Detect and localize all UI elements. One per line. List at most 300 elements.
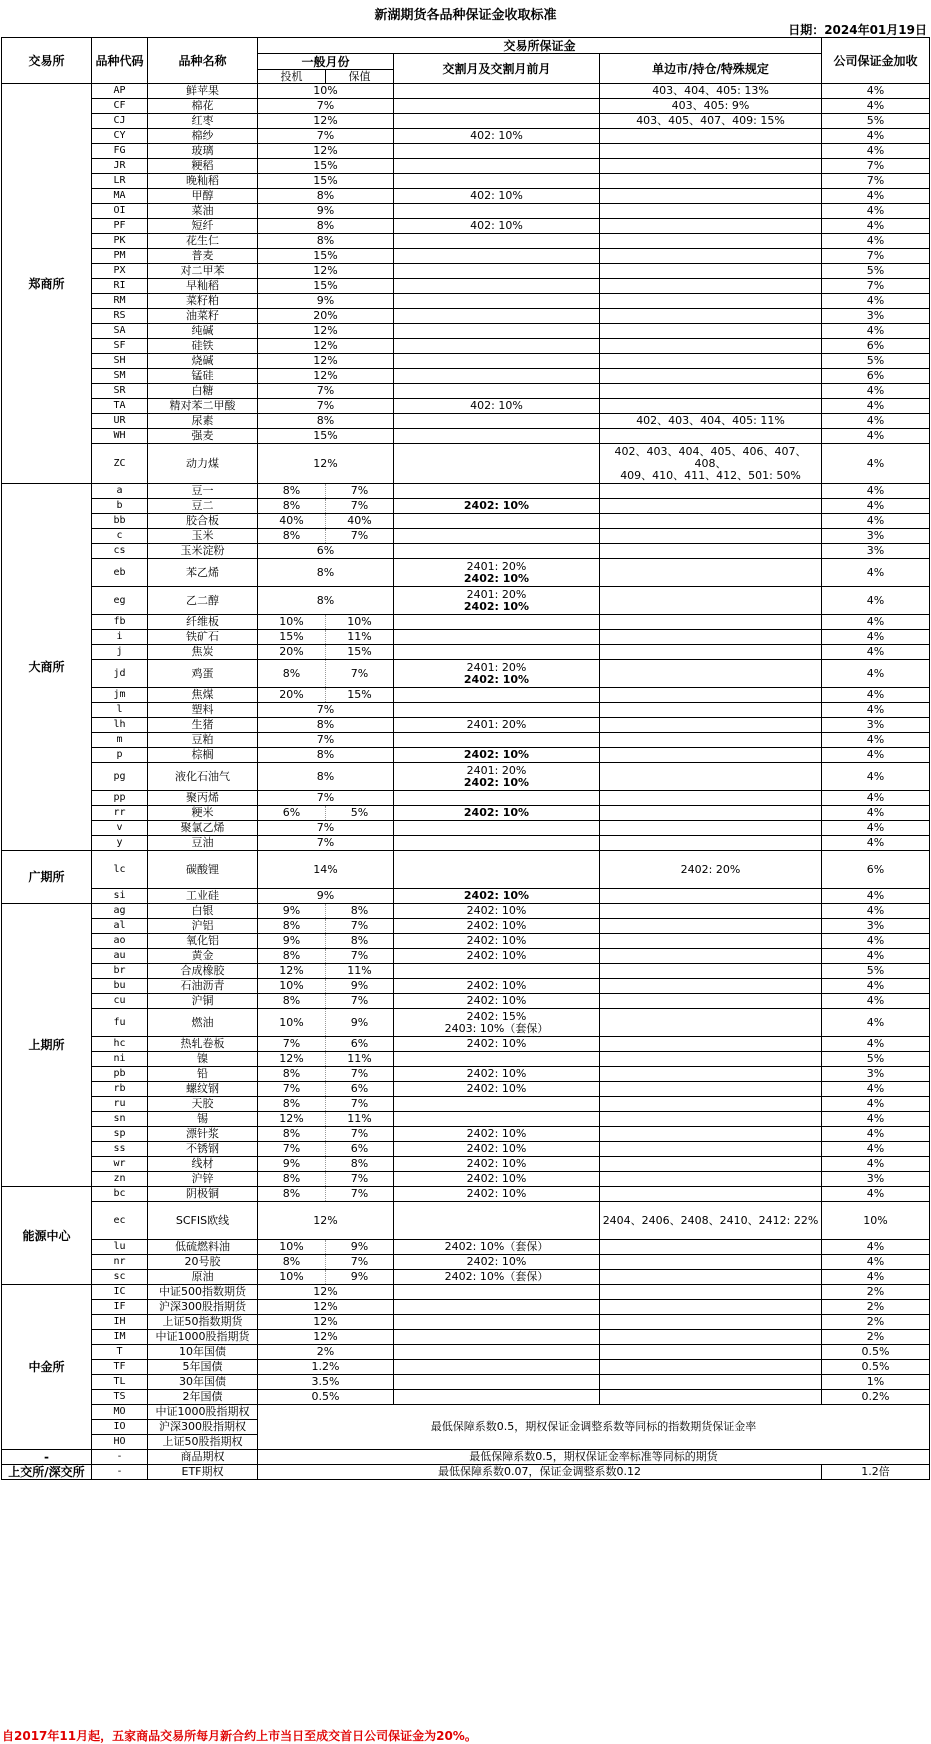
name-cell: 鲜苹果 <box>148 84 258 99</box>
name-cell: 精对苯二甲酸 <box>148 399 258 414</box>
special-cell <box>600 234 822 249</box>
code-cell: ss <box>92 1142 148 1157</box>
name-cell: 棉纱 <box>148 129 258 144</box>
option-rule-cell: 最低保障系数0.07，保证金调整系数0.12 <box>258 1465 822 1480</box>
name-cell: 早籼稻 <box>148 279 258 294</box>
special-cell <box>600 369 822 384</box>
name-cell: 粳稻 <box>148 159 258 174</box>
hedge-margin-cell: 7% <box>326 1255 394 1270</box>
add-cell: 4% <box>822 979 930 994</box>
special-cell <box>600 615 822 630</box>
name-cell: 中证1000股指期货 <box>148 1330 258 1345</box>
table-row <box>2 1270 930 1285</box>
table-row <box>2 249 930 264</box>
spec-margin-cell: 6% <box>258 806 326 821</box>
special-cell <box>600 1255 822 1270</box>
general-margin-cell: 8% <box>258 763 394 791</box>
code-cell: TA <box>92 399 148 414</box>
add-cell: 4% <box>822 748 930 763</box>
delivery-cell: 2402: 15% 2403: 10%（套保） <box>394 1009 600 1037</box>
special-cell <box>600 204 822 219</box>
special-cell <box>600 144 822 159</box>
general-margin-cell: 8% <box>258 587 394 615</box>
table-row <box>2 660 930 688</box>
name-cell: 中证500指数期货 <box>148 1285 258 1300</box>
add-cell: 5% <box>822 264 930 279</box>
code-cell: rr <box>92 806 148 821</box>
delivery-cell <box>394 1330 600 1345</box>
header-exchange-margin: 交易所保证金 <box>258 38 822 54</box>
special-cell: 2402: 20% <box>600 851 822 889</box>
table-row <box>2 129 930 144</box>
delivery-cell <box>394 733 600 748</box>
table-row <box>2 84 930 99</box>
code-cell: bc <box>92 1187 148 1202</box>
delivery-cell: 2402: 10% <box>394 1037 600 1052</box>
delivery-bold-text: 2402: 10% <box>463 599 530 613</box>
add-cell: 0.2% <box>822 1390 930 1405</box>
name-cell: 对二甲苯 <box>148 264 258 279</box>
special-cell <box>600 129 822 144</box>
table-row <box>2 1300 930 1315</box>
code-cell: cs <box>92 544 148 559</box>
table-row <box>2 703 930 718</box>
delivery-cell: 2401: 20% 2402: 10% <box>394 763 600 791</box>
general-margin-cell: 12% <box>258 114 394 129</box>
name-cell: 胶合板 <box>148 514 258 529</box>
general-margin-cell: 7% <box>258 384 394 399</box>
special-cell <box>600 934 822 949</box>
spec-margin-cell: 10% <box>258 979 326 994</box>
code-cell: LR <box>92 174 148 189</box>
delivery-cell <box>394 529 600 544</box>
delivery-cell <box>394 748 600 763</box>
general-margin-cell: 12% <box>258 354 394 369</box>
special-cell <box>600 1240 822 1255</box>
special-cell <box>600 1300 822 1315</box>
add-cell: 4% <box>822 514 930 529</box>
hedge-margin-cell: 7% <box>326 484 394 499</box>
code-cell: b <box>92 499 148 514</box>
special-cell <box>600 324 822 339</box>
add-cell: 4% <box>822 615 930 630</box>
hedge-margin-cell: 7% <box>326 660 394 688</box>
general-margin-cell: 12% <box>258 444 394 484</box>
add-cell: 10% <box>822 1202 930 1240</box>
add-cell: 4% <box>822 889 930 904</box>
add-cell: 4% <box>822 1037 930 1052</box>
special-cell: 402、403、404、405、406、407、408、 409、410、411、412、501: 50% <box>600 444 822 484</box>
special-cell: 402、403、404、405: 11% <box>600 414 822 429</box>
code-cell: RM <box>92 294 148 309</box>
name-cell: 菜油 <box>148 204 258 219</box>
hedge-margin-cell: 6% <box>326 1037 394 1052</box>
table-row <box>2 1345 930 1360</box>
add-cell: 4% <box>822 484 930 499</box>
table-row <box>2 159 930 174</box>
delivery-cell: 2402: 10% <box>394 904 600 919</box>
header-delivery: 交割月及交割月前月 <box>394 54 600 84</box>
add-cell: 4% <box>822 1142 930 1157</box>
name-cell: 塑料 <box>148 703 258 718</box>
header-general: 一般月份 <box>258 54 394 70</box>
special-cell <box>600 889 822 904</box>
add-cell: 4% <box>822 1255 930 1270</box>
table-row <box>2 1375 930 1390</box>
add-cell: 1.2倍 <box>822 1465 930 1480</box>
delivery-bold-text: 2402: 10% <box>463 889 530 902</box>
table-row <box>2 1240 930 1255</box>
code-cell: br <box>92 964 148 979</box>
name-cell: 沪锌 <box>148 1172 258 1187</box>
add-cell: 4% <box>822 444 930 484</box>
special-cell <box>600 159 822 174</box>
add-cell: 4% <box>822 234 930 249</box>
delivery-cell: 402: 10% <box>394 189 600 204</box>
code-cell: HO <box>92 1435 148 1450</box>
code-cell: IO <box>92 1420 148 1435</box>
general-margin-cell: 7% <box>258 129 394 144</box>
code-cell: - <box>92 1465 148 1480</box>
name-cell: 纤维板 <box>148 615 258 630</box>
footer-note: 自2017年11月起，五家商品交易所每月新合约上市当日至成交首日公司保证金为20%。 <box>2 1729 477 1743</box>
general-margin-cell: 20% <box>258 309 394 324</box>
add-cell: 4% <box>822 99 930 114</box>
name-cell: 白糖 <box>148 384 258 399</box>
code-cell: lh <box>92 718 148 733</box>
table-row <box>2 1082 930 1097</box>
spec-margin-cell: 20% <box>258 688 326 703</box>
hedge-margin-cell: 6% <box>326 1082 394 1097</box>
table-row <box>2 399 930 414</box>
header-company-add: 公司保证金加收 <box>822 38 930 84</box>
table-row <box>2 1127 930 1142</box>
special-cell <box>600 1187 822 1202</box>
delivery-cell <box>394 514 600 529</box>
exchange-cell: 郑商所 <box>2 84 92 484</box>
spec-margin-cell: 8% <box>258 660 326 688</box>
add-cell: 4% <box>822 1009 930 1037</box>
add-cell: 4% <box>822 429 930 444</box>
special-cell <box>600 1127 822 1142</box>
special-cell <box>600 1345 822 1360</box>
spec-margin-cell: 12% <box>258 964 326 979</box>
code-cell: ni <box>92 1052 148 1067</box>
table-row <box>2 1097 930 1112</box>
name-cell: 上证50指数期货 <box>148 1315 258 1330</box>
delivery-cell: 402: 10% <box>394 129 600 144</box>
name-cell: 纯碱 <box>148 324 258 339</box>
name-cell: 合成橡胶 <box>148 964 258 979</box>
table-row <box>2 529 930 544</box>
spec-margin-cell: 12% <box>258 1112 326 1127</box>
hedge-margin-cell: 7% <box>326 1127 394 1142</box>
code-cell: JR <box>92 159 148 174</box>
special-cell <box>600 1142 822 1157</box>
general-margin-cell: 15% <box>258 429 394 444</box>
add-cell: 4% <box>822 1240 930 1255</box>
spec-margin-cell: 20% <box>258 645 326 660</box>
delivery-cell: 2402: 10% <box>394 1255 600 1270</box>
code-cell: lu <box>92 1240 148 1255</box>
name-cell: 烧碱 <box>148 354 258 369</box>
special-cell <box>600 994 822 1009</box>
code-cell: TS <box>92 1390 148 1405</box>
name-cell: 棕榈 <box>148 748 258 763</box>
add-cell: 2% <box>822 1285 930 1300</box>
delivery-cell <box>394 791 600 806</box>
exchange-cell: 能源中心 <box>2 1187 92 1285</box>
special-cell <box>600 399 822 414</box>
name-cell: 短纤 <box>148 219 258 234</box>
table-row <box>2 1255 930 1270</box>
header-code: 品种代码 <box>92 38 148 84</box>
table-row <box>2 339 930 354</box>
code-cell: fb <box>92 615 148 630</box>
name-cell: 5年国债 <box>148 1360 258 1375</box>
delivery-cell <box>394 1202 600 1240</box>
delivery-cell: 2402: 10% <box>394 1187 600 1202</box>
add-cell: 4% <box>822 204 930 219</box>
add-cell: 3% <box>822 1172 930 1187</box>
name-cell: 苯乙烯 <box>148 559 258 587</box>
add-cell: 4% <box>822 763 930 791</box>
delivery-cell <box>394 836 600 851</box>
add-cell: 4% <box>822 324 930 339</box>
delivery-cell: 2402: 10%（套保） <box>394 1240 600 1255</box>
delivery-cell: 2402: 10% <box>394 934 600 949</box>
add-cell: 4% <box>822 904 930 919</box>
code-cell: SR <box>92 384 148 399</box>
general-margin-cell: 12% <box>258 324 394 339</box>
special-cell <box>600 294 822 309</box>
add-cell: 3% <box>822 1067 930 1082</box>
add-cell: 3% <box>822 919 930 934</box>
name-cell: 天胶 <box>148 1097 258 1112</box>
delivery-cell <box>394 821 600 836</box>
delivery-cell <box>394 499 600 514</box>
delivery-cell <box>394 339 600 354</box>
exchange-cell: 上期所 <box>2 904 92 1187</box>
general-margin-cell: 7% <box>258 99 394 114</box>
add-cell: 4% <box>822 1157 930 1172</box>
code-cell: sc <box>92 1270 148 1285</box>
header-hedge: 保值 <box>326 70 394 84</box>
code-cell: CJ <box>92 114 148 129</box>
table-row <box>2 851 930 889</box>
table-row <box>2 1067 930 1082</box>
add-cell: 4% <box>822 219 930 234</box>
delivery-cell <box>394 309 600 324</box>
general-margin-cell: 8% <box>258 718 394 733</box>
spec-margin-cell: 7% <box>258 1037 326 1052</box>
hedge-margin-cell: 7% <box>326 1067 394 1082</box>
general-margin-cell: 7% <box>258 836 394 851</box>
header-spec: 投机 <box>258 70 326 84</box>
code-cell: zn <box>92 1172 148 1187</box>
table-row <box>2 279 930 294</box>
table-row <box>2 369 930 384</box>
table-row <box>2 979 930 994</box>
name-cell: 30年国债 <box>148 1375 258 1390</box>
special-cell <box>600 1375 822 1390</box>
add-cell: 2% <box>822 1300 930 1315</box>
code-cell: OI <box>92 204 148 219</box>
name-cell: SCFIS欧线 <box>148 1202 258 1240</box>
special-cell <box>600 821 822 836</box>
header-name: 品种名称 <box>148 38 258 84</box>
table-row <box>2 718 930 733</box>
delivery-cell: 2402: 10% <box>394 1067 600 1082</box>
special-cell <box>600 249 822 264</box>
code-cell: y <box>92 836 148 851</box>
delivery-cell <box>394 1112 600 1127</box>
code-cell: jd <box>92 660 148 688</box>
spec-margin-cell: 8% <box>258 949 326 964</box>
add-cell: 4% <box>822 630 930 645</box>
special-cell <box>600 174 822 189</box>
table-row <box>2 836 930 851</box>
general-margin-cell: 7% <box>258 791 394 806</box>
code-cell: CY <box>92 129 148 144</box>
table-row <box>2 114 930 129</box>
add-cell: 4% <box>822 934 930 949</box>
delivery-cell <box>394 264 600 279</box>
name-cell: 乙二醇 <box>148 587 258 615</box>
name-cell: ETF期权 <box>148 1465 258 1480</box>
special-cell <box>600 1172 822 1187</box>
name-cell: 鸡蛋 <box>148 660 258 688</box>
special-cell <box>600 384 822 399</box>
name-cell: 豆一 <box>148 484 258 499</box>
hedge-margin-cell: 8% <box>326 1157 394 1172</box>
name-cell: 20号胶 <box>148 1255 258 1270</box>
name-cell: 不锈钢 <box>148 1142 258 1157</box>
code-cell: ao <box>92 934 148 949</box>
hedge-margin-cell: 9% <box>326 1240 394 1255</box>
delivery-cell: 2402: 10% <box>394 979 600 994</box>
special-cell <box>600 1037 822 1052</box>
hedge-margin-cell: 7% <box>326 919 394 934</box>
name-cell: 玻璃 <box>148 144 258 159</box>
special-cell <box>600 630 822 645</box>
delivery-cell: 2402: 10% <box>394 1142 600 1157</box>
delivery-cell <box>394 369 600 384</box>
hedge-margin-cell: 15% <box>326 688 394 703</box>
general-margin-cell: 8% <box>258 748 394 763</box>
add-cell: 4% <box>822 645 930 660</box>
name-cell: 镍 <box>148 1052 258 1067</box>
hedge-margin-cell: 10% <box>326 615 394 630</box>
spec-margin-cell: 15% <box>258 630 326 645</box>
header-exchange: 交易所 <box>2 38 92 84</box>
delivery-cell <box>394 703 600 718</box>
name-cell: 燃油 <box>148 1009 258 1037</box>
name-cell: 低硫燃料油 <box>148 1240 258 1255</box>
special-cell <box>600 979 822 994</box>
name-cell: 红枣 <box>148 114 258 129</box>
general-margin-cell: 12% <box>258 339 394 354</box>
general-margin-cell: 12% <box>258 144 394 159</box>
special-cell: 403、405、407、409: 15% <box>600 114 822 129</box>
special-cell: 403、405: 9% <box>600 99 822 114</box>
delivery-cell: 2402: 10%（套保） <box>394 1270 600 1285</box>
special-cell <box>600 733 822 748</box>
name-cell: 黄金 <box>148 949 258 964</box>
special-cell <box>600 429 822 444</box>
special-cell <box>600 1285 822 1300</box>
name-cell: 氧化铝 <box>148 934 258 949</box>
exchange-cell: - <box>2 1450 92 1465</box>
general-margin-cell: 8% <box>258 189 394 204</box>
code-cell: pb <box>92 1067 148 1082</box>
table-row <box>2 645 930 660</box>
code-cell: lc <box>92 851 148 889</box>
code-cell: eb <box>92 559 148 587</box>
hedge-margin-cell: 7% <box>326 529 394 544</box>
name-cell: 豆二 <box>148 499 258 514</box>
special-cell <box>600 529 822 544</box>
add-cell: 4% <box>822 559 930 587</box>
spec-margin-cell: 8% <box>258 1255 326 1270</box>
special-cell <box>600 544 822 559</box>
general-margin-cell: 7% <box>258 399 394 414</box>
spec-margin-cell: 8% <box>258 529 326 544</box>
table-row <box>2 806 930 821</box>
general-margin-cell: 12% <box>258 1285 394 1300</box>
table-row <box>2 934 930 949</box>
delivery-cell <box>394 249 600 264</box>
delivery-cell <box>394 1360 600 1375</box>
special-cell <box>600 1315 822 1330</box>
special-cell <box>600 1112 822 1127</box>
name-cell: 豆粕 <box>148 733 258 748</box>
name-cell: 棉花 <box>148 99 258 114</box>
add-cell: 1% <box>822 1375 930 1390</box>
special-cell <box>600 1082 822 1097</box>
table-row <box>2 1187 930 1202</box>
delivery-cell <box>394 688 600 703</box>
add-cell: 5% <box>822 354 930 369</box>
code-cell: SH <box>92 354 148 369</box>
table-row <box>2 264 930 279</box>
delivery-bold-text: 2402: 10% <box>463 571 530 585</box>
general-margin-cell: 8% <box>258 219 394 234</box>
code-cell: SM <box>92 369 148 384</box>
hedge-margin-cell: 11% <box>326 1052 394 1067</box>
code-cell: sn <box>92 1112 148 1127</box>
special-cell <box>600 484 822 499</box>
hedge-margin-cell: 9% <box>326 1009 394 1037</box>
special-cell <box>600 339 822 354</box>
name-cell: 工业硅 <box>148 889 258 904</box>
code-cell: SF <box>92 339 148 354</box>
name-cell: 尿素 <box>148 414 258 429</box>
code-cell: j <box>92 645 148 660</box>
special-cell <box>600 1157 822 1172</box>
table-row <box>2 1405 930 1420</box>
code-cell: au <box>92 949 148 964</box>
delivery-cell: 2401: 20% 2402: 10% <box>394 660 600 688</box>
code-cell: - <box>92 1450 148 1465</box>
table-row <box>2 1285 930 1300</box>
code-cell: ru <box>92 1097 148 1112</box>
hedge-margin-cell: 9% <box>326 979 394 994</box>
table-row <box>2 514 930 529</box>
code-cell: MO <box>92 1405 148 1420</box>
code-cell: pp <box>92 791 148 806</box>
name-cell: 碳酸锂 <box>148 851 258 889</box>
